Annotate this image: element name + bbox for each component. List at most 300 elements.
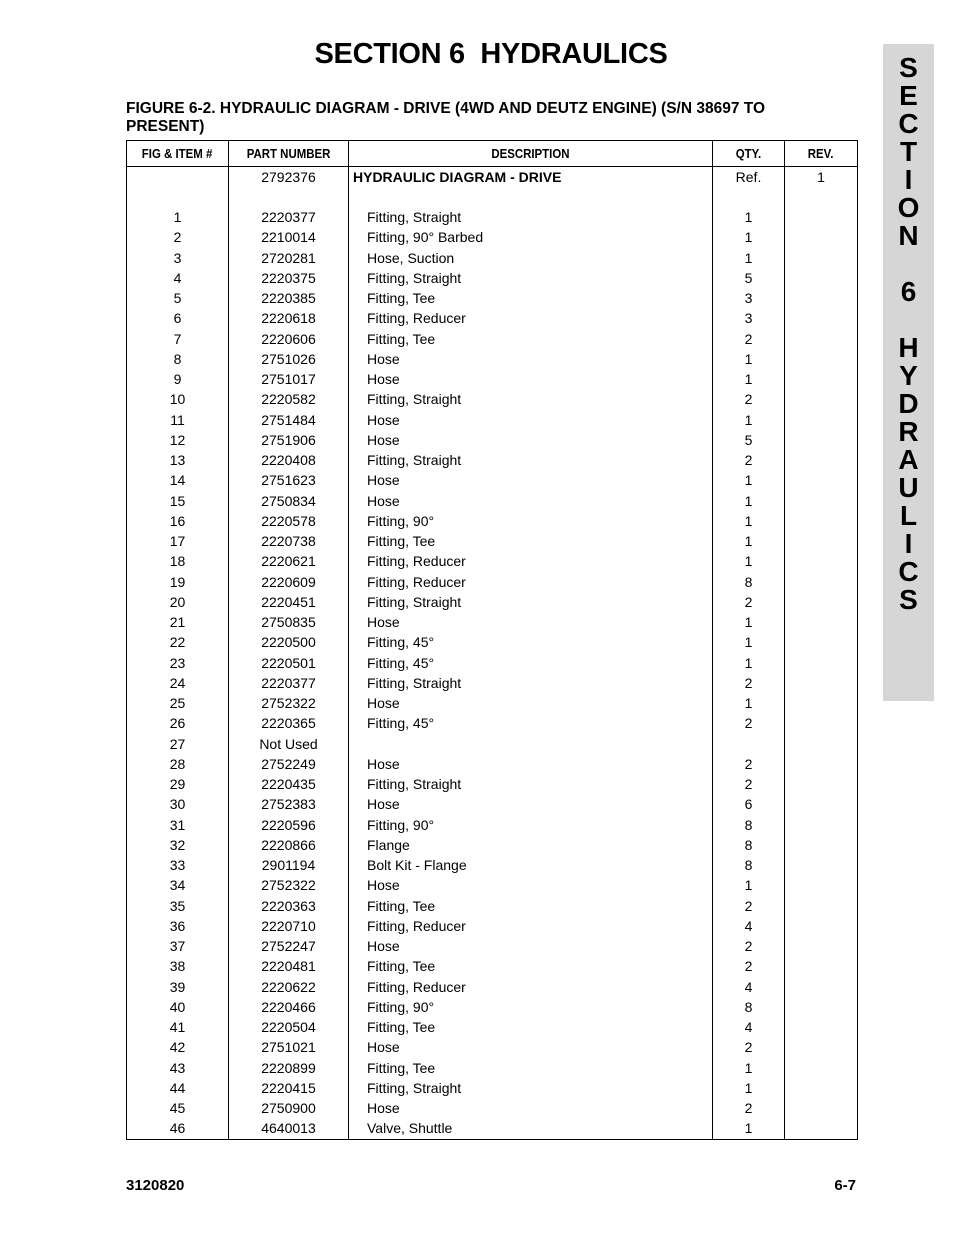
- table-row: [127, 227, 858, 247]
- cell-fig-item: 9: [127, 369, 229, 389]
- cell-qty: 1: [713, 1118, 785, 1139]
- cell-description: Hose: [349, 491, 713, 511]
- cell-description: Fitting, Tee: [349, 1017, 713, 1037]
- cell-description: Fitting, 45°: [349, 653, 713, 673]
- cell-fig-item: 32: [127, 835, 229, 855]
- table-row: [127, 450, 858, 470]
- cell-fig-item: 14: [127, 470, 229, 490]
- cell-rev: [785, 410, 858, 430]
- table-row: [127, 288, 858, 308]
- cell-qty: 1: [713, 693, 785, 713]
- cell-part-number: 2752322: [229, 693, 349, 713]
- cell-fig-item: 20: [127, 592, 229, 612]
- cell-part-number: 2220500: [229, 632, 349, 652]
- cell-qty: 4: [713, 916, 785, 936]
- cell-part-number: 2220501: [229, 653, 349, 673]
- cell-rev: [785, 450, 858, 470]
- cell-description: Hose, Suction: [349, 248, 713, 268]
- table-row: [127, 248, 858, 268]
- table-row: [127, 349, 858, 369]
- cell-rev: [785, 956, 858, 976]
- cell-part-number: 2220596: [229, 815, 349, 835]
- table-row: [127, 612, 858, 632]
- table-row: [127, 632, 858, 652]
- cell-qty: 2: [713, 329, 785, 349]
- cell-fig-item: 35: [127, 896, 229, 916]
- parts-table: [126, 140, 858, 1140]
- table-row: [127, 794, 858, 814]
- table-row: [127, 410, 858, 430]
- cell-description: Fitting, Reducer: [349, 977, 713, 997]
- cell-qty: 8: [713, 835, 785, 855]
- cell-rev: [785, 612, 858, 632]
- cell-part-number: 2752247: [229, 936, 349, 956]
- cell-rev: [785, 835, 858, 855]
- cell-description: Hose: [349, 430, 713, 450]
- cell-qty: 2: [713, 956, 785, 976]
- cell-rev: [785, 1098, 858, 1118]
- cell-rev: [785, 248, 858, 268]
- table-row: [127, 835, 858, 855]
- cell-fig-item: 11: [127, 410, 229, 430]
- cell-part-number: 2752322: [229, 875, 349, 895]
- cell-fig-item: 16: [127, 511, 229, 531]
- cell-qty: 1: [713, 207, 785, 227]
- assembly-row: [127, 167, 858, 188]
- cell-qty: 8: [713, 997, 785, 1017]
- cell-rev: [785, 592, 858, 612]
- cell-rev: [785, 673, 858, 693]
- cell-fig-item: 23: [127, 653, 229, 673]
- page-title: SECTION 6 HYDRAULICS: [314, 38, 668, 70]
- cell-fig-item: 25: [127, 693, 229, 713]
- table-row: [127, 936, 858, 956]
- cell-rev: [785, 349, 858, 369]
- cell-description: Hose: [349, 612, 713, 632]
- cell-part-number: 2220365: [229, 713, 349, 733]
- cell-description: Fitting, Tee: [349, 896, 713, 916]
- assembly-fig: [127, 167, 229, 188]
- cell-fig-item: 40: [127, 997, 229, 1017]
- cell-rev: [785, 572, 858, 592]
- cell-part-number: 2220609: [229, 572, 349, 592]
- cell-qty: 3: [713, 308, 785, 328]
- cell-part-number: 2210014: [229, 227, 349, 247]
- cell-qty: 2: [713, 592, 785, 612]
- cell-description: Fitting, Straight: [349, 450, 713, 470]
- cell-fig-item: 2: [127, 227, 229, 247]
- figure-title: FIGURE 6-2. HYDRAULIC DIAGRAM - DRIVE (4WD AND DEUTZ ENGINE) (S/N 38697 TO PRESENT): [126, 100, 766, 135]
- cell-qty: 2: [713, 1037, 785, 1057]
- table-row: [127, 389, 858, 409]
- cell-qty: 8: [713, 855, 785, 875]
- cell-description: Fitting, Straight: [349, 1078, 713, 1098]
- side-tab-letter: 6: [900, 276, 917, 307]
- cell-description: Fitting, Straight: [349, 592, 713, 612]
- assembly-rev: 1: [785, 167, 858, 188]
- cell-rev: [785, 794, 858, 814]
- cell-part-number: 2220415: [229, 1078, 349, 1098]
- cell-qty: 1: [713, 349, 785, 369]
- cell-part-number: 2220606: [229, 329, 349, 349]
- cell-rev: [785, 815, 858, 835]
- cell-rev: [785, 855, 858, 875]
- cell-rev: [785, 491, 858, 511]
- cell-qty: 1: [713, 632, 785, 652]
- cell-fig-item: 1: [127, 207, 229, 227]
- cell-part-number: 4640013: [229, 1118, 349, 1139]
- cell-description: Hose: [349, 754, 713, 774]
- table-row: [127, 774, 858, 794]
- cell-qty: 4: [713, 977, 785, 997]
- cell-fig-item: 33: [127, 855, 229, 875]
- cell-description: Fitting, Straight: [349, 207, 713, 227]
- cell-description: Hose: [349, 410, 713, 430]
- cell-fig-item: 27: [127, 734, 229, 754]
- table-row: [127, 713, 858, 733]
- cell-fig-item: 6: [127, 308, 229, 328]
- cell-rev: [785, 653, 858, 673]
- cell-fig-item: 39: [127, 977, 229, 997]
- cell-description: Fitting, Straight: [349, 268, 713, 288]
- side-tab-letter: H: [898, 332, 919, 363]
- cell-description: Hose: [349, 693, 713, 713]
- cell-rev: [785, 632, 858, 652]
- cell-rev: [785, 207, 858, 227]
- cell-qty: [713, 734, 785, 754]
- cell-part-number: 2220622: [229, 977, 349, 997]
- cell-description: Hose: [349, 1037, 713, 1057]
- cell-qty: 1: [713, 511, 785, 531]
- cell-fig-item: 17: [127, 531, 229, 551]
- cell-part-number: 2751021: [229, 1037, 349, 1057]
- table-row: [127, 1118, 858, 1139]
- cell-description: Flange: [349, 835, 713, 855]
- cell-part-number: 2220866: [229, 835, 349, 855]
- table-row: [127, 754, 858, 774]
- table-row: [127, 551, 858, 571]
- cell-qty: 2: [713, 673, 785, 693]
- section-side-tab: [883, 44, 934, 701]
- cell-description: Bolt Kit - Flange: [349, 855, 713, 875]
- cell-part-number: 2220738: [229, 531, 349, 551]
- side-tab-letter: L: [899, 500, 918, 531]
- cell-qty: 5: [713, 268, 785, 288]
- cell-fig-item: 41: [127, 1017, 229, 1037]
- cell-description: Fitting, 90°: [349, 997, 713, 1017]
- cell-rev: [785, 693, 858, 713]
- table-row: [127, 511, 858, 531]
- cell-qty: 1: [713, 875, 785, 895]
- side-tab-letter: T: [899, 136, 918, 167]
- cell-fig-item: 34: [127, 875, 229, 895]
- cell-rev: [785, 1118, 858, 1139]
- page-number: 6-7: [834, 1177, 856, 1194]
- table-header-row: [127, 141, 858, 167]
- cell-fig-item: 8: [127, 349, 229, 369]
- cell-part-number: 2220408: [229, 450, 349, 470]
- cell-part-number: 2220375: [229, 268, 349, 288]
- table-row: [127, 855, 858, 875]
- assembly-qty: Ref.: [713, 167, 785, 188]
- table-row: [127, 1037, 858, 1057]
- cell-fig-item: 5: [127, 288, 229, 308]
- cell-fig-item: 3: [127, 248, 229, 268]
- cell-qty: 1: [713, 491, 785, 511]
- cell-part-number: Not Used: [229, 734, 349, 754]
- cell-fig-item: 28: [127, 754, 229, 774]
- cell-fig-item: 10: [127, 389, 229, 409]
- col-header-part-number: PART NUMBER: [229, 141, 349, 167]
- cell-fig-item: 37: [127, 936, 229, 956]
- cell-description: Fitting, Tee: [349, 1058, 713, 1078]
- cell-description: Fitting, 90°: [349, 815, 713, 835]
- cell-rev: [785, 288, 858, 308]
- cell-part-number: 2901194: [229, 855, 349, 875]
- cell-part-number: 2751623: [229, 470, 349, 490]
- cell-part-number: 2751026: [229, 349, 349, 369]
- cell-description: Fitting, Tee: [349, 288, 713, 308]
- cell-qty: 2: [713, 389, 785, 409]
- cell-fig-item: 36: [127, 916, 229, 936]
- cell-rev: [785, 977, 858, 997]
- cell-fig-item: 13: [127, 450, 229, 470]
- cell-part-number: 2220363: [229, 896, 349, 916]
- cell-rev: [785, 896, 858, 916]
- cell-fig-item: 43: [127, 1058, 229, 1078]
- cell-qty: 2: [713, 754, 785, 774]
- cell-rev: [785, 369, 858, 389]
- table-row: [127, 673, 858, 693]
- side-tab-letter: R: [898, 416, 919, 447]
- cell-rev: [785, 1037, 858, 1057]
- col-header-description: DESCRIPTION: [349, 141, 713, 167]
- cell-description: Hose: [349, 794, 713, 814]
- cell-part-number: 2752249: [229, 754, 349, 774]
- cell-part-number: 2751484: [229, 410, 349, 430]
- table-row: [127, 308, 858, 328]
- cell-description: Fitting, 90° Barbed: [349, 227, 713, 247]
- cell-part-number: 2220385: [229, 288, 349, 308]
- cell-part-number: 2220582: [229, 389, 349, 409]
- cell-rev: [785, 774, 858, 794]
- cell-rev: [785, 875, 858, 895]
- cell-qty: 2: [713, 713, 785, 733]
- cell-description: Fitting, Reducer: [349, 572, 713, 592]
- cell-fig-item: 21: [127, 612, 229, 632]
- cell-part-number: 2220621: [229, 551, 349, 571]
- cell-part-number: 2752383: [229, 794, 349, 814]
- table-row: [127, 470, 858, 490]
- side-tab-letter: C: [898, 108, 919, 139]
- cell-fig-item: 22: [127, 632, 229, 652]
- cell-description: Hose: [349, 875, 713, 895]
- cell-fig-item: 12: [127, 430, 229, 450]
- cell-qty: 4: [713, 1017, 785, 1037]
- table-row: [127, 896, 858, 916]
- cell-qty: 6: [713, 794, 785, 814]
- cell-description: [349, 734, 713, 754]
- cell-fig-item: 44: [127, 1078, 229, 1098]
- side-tab-letter: C: [898, 556, 919, 587]
- table-row: [127, 1078, 858, 1098]
- cell-qty: 8: [713, 815, 785, 835]
- cell-qty: 1: [713, 551, 785, 571]
- cell-qty: 1: [713, 369, 785, 389]
- cell-rev: [785, 389, 858, 409]
- cell-fig-item: 7: [127, 329, 229, 349]
- spacer-row: [127, 187, 858, 207]
- cell-rev: [785, 308, 858, 328]
- table-row: [127, 369, 858, 389]
- cell-description: Fitting, Reducer: [349, 308, 713, 328]
- cell-rev: [785, 1017, 858, 1037]
- cell-fig-item: 38: [127, 956, 229, 976]
- cell-part-number: 2220435: [229, 774, 349, 794]
- cell-part-number: 2750900: [229, 1098, 349, 1118]
- cell-part-number: 2220504: [229, 1017, 349, 1037]
- cell-qty: 8: [713, 572, 785, 592]
- table-row: [127, 693, 858, 713]
- table-row: [127, 491, 858, 511]
- cell-rev: [785, 470, 858, 490]
- cell-qty: 1: [713, 470, 785, 490]
- cell-description: Fitting, Tee: [349, 329, 713, 349]
- cell-qty: 1: [713, 653, 785, 673]
- side-tab-letter: D: [898, 388, 919, 419]
- cell-description: Fitting, 45°: [349, 713, 713, 733]
- cell-qty: 2: [713, 896, 785, 916]
- table-row: [127, 1017, 858, 1037]
- table-row: [127, 430, 858, 450]
- cell-rev: [785, 754, 858, 774]
- cell-rev: [785, 1058, 858, 1078]
- table-row: [127, 977, 858, 997]
- cell-description: Hose: [349, 936, 713, 956]
- cell-part-number: 2220710: [229, 916, 349, 936]
- cell-qty: 2: [713, 1098, 785, 1118]
- cell-part-number: 2220451: [229, 592, 349, 612]
- cell-description: Fitting, Straight: [349, 673, 713, 693]
- table-row: [127, 268, 858, 288]
- cell-qty: 1: [713, 612, 785, 632]
- table-row: [127, 572, 858, 592]
- cell-qty: 1: [713, 410, 785, 430]
- assembly-description: HYDRAULIC DIAGRAM - DRIVE: [349, 167, 713, 188]
- cell-description: Fitting, 45°: [349, 632, 713, 652]
- table-row: [127, 531, 858, 551]
- side-tab-letter: Y: [899, 360, 918, 391]
- cell-description: Fitting, Tee: [349, 531, 713, 551]
- cell-fig-item: 30: [127, 794, 229, 814]
- cell-rev: [785, 268, 858, 288]
- cell-qty: 2: [713, 936, 785, 956]
- table-row: [127, 653, 858, 673]
- assembly-part-number: 2792376: [229, 167, 349, 188]
- cell-part-number: 2751017: [229, 369, 349, 389]
- cell-description: Fitting, Straight: [349, 389, 713, 409]
- cell-description: Valve, Shuttle: [349, 1118, 713, 1139]
- cell-description: Fitting, 90°: [349, 511, 713, 531]
- cell-qty: 1: [713, 1078, 785, 1098]
- cell-rev: [785, 1078, 858, 1098]
- table-row: [127, 815, 858, 835]
- cell-rev: [785, 551, 858, 571]
- cell-description: Hose: [349, 1098, 713, 1118]
- cell-rev: [785, 430, 858, 450]
- cell-rev: [785, 531, 858, 551]
- side-tab-letter: A: [898, 444, 919, 475]
- cell-fig-item: 4: [127, 268, 229, 288]
- table-row: [127, 1058, 858, 1078]
- cell-part-number: 2220578: [229, 511, 349, 531]
- cell-part-number: 2750834: [229, 491, 349, 511]
- cell-qty: 1: [713, 227, 785, 247]
- cell-qty: 1: [713, 248, 785, 268]
- cell-part-number: 2220899: [229, 1058, 349, 1078]
- cell-qty: 3: [713, 288, 785, 308]
- cell-rev: [785, 329, 858, 349]
- side-tab-letter: N: [898, 220, 919, 251]
- cell-part-number: 2220481: [229, 956, 349, 976]
- side-tab-letter: S: [899, 584, 918, 615]
- cell-qty: 2: [713, 450, 785, 470]
- col-header-fig-item: FIG & ITEM #: [127, 141, 229, 167]
- cell-fig-item: 31: [127, 815, 229, 835]
- cell-qty: 5: [713, 430, 785, 450]
- cell-fig-item: 15: [127, 491, 229, 511]
- cell-fig-item: 29: [127, 774, 229, 794]
- doc-number: 3120820: [126, 1177, 185, 1194]
- cell-fig-item: 18: [127, 551, 229, 571]
- cell-rev: [785, 511, 858, 531]
- cell-rev: [785, 936, 858, 956]
- table-row: [127, 734, 858, 754]
- cell-fig-item: 46: [127, 1118, 229, 1139]
- cell-fig-item: 24: [127, 673, 229, 693]
- cell-description: Hose: [349, 369, 713, 389]
- table-row: [127, 207, 858, 227]
- col-header-qty: QTY.: [713, 141, 785, 167]
- cell-description: Fitting, Reducer: [349, 916, 713, 936]
- cell-part-number: 2750835: [229, 612, 349, 632]
- cell-qty: 1: [713, 531, 785, 551]
- cell-part-number: 2751906: [229, 430, 349, 450]
- cell-part-number: 2220466: [229, 997, 349, 1017]
- side-tab-letter: S: [899, 52, 918, 83]
- cell-fig-item: 45: [127, 1098, 229, 1118]
- cell-description: Fitting, Reducer: [349, 551, 713, 571]
- cell-description: Hose: [349, 349, 713, 369]
- cell-qty: 1: [713, 1058, 785, 1078]
- cell-fig-item: 26: [127, 713, 229, 733]
- table-row: [127, 997, 858, 1017]
- side-tab-letter: O: [897, 192, 920, 223]
- cell-description: Fitting, Tee: [349, 956, 713, 976]
- side-tab-letter: U: [898, 472, 919, 503]
- side-tab-letter: I: [904, 528, 913, 559]
- cell-part-number: 2720281: [229, 248, 349, 268]
- cell-rev: [785, 713, 858, 733]
- table-row: [127, 916, 858, 936]
- table-row: [127, 956, 858, 976]
- cell-rev: [785, 734, 858, 754]
- cell-description: Fitting, Straight: [349, 774, 713, 794]
- cell-rev: [785, 916, 858, 936]
- table-row: [127, 592, 858, 612]
- cell-fig-item: 19: [127, 572, 229, 592]
- cell-fig-item: 42: [127, 1037, 229, 1057]
